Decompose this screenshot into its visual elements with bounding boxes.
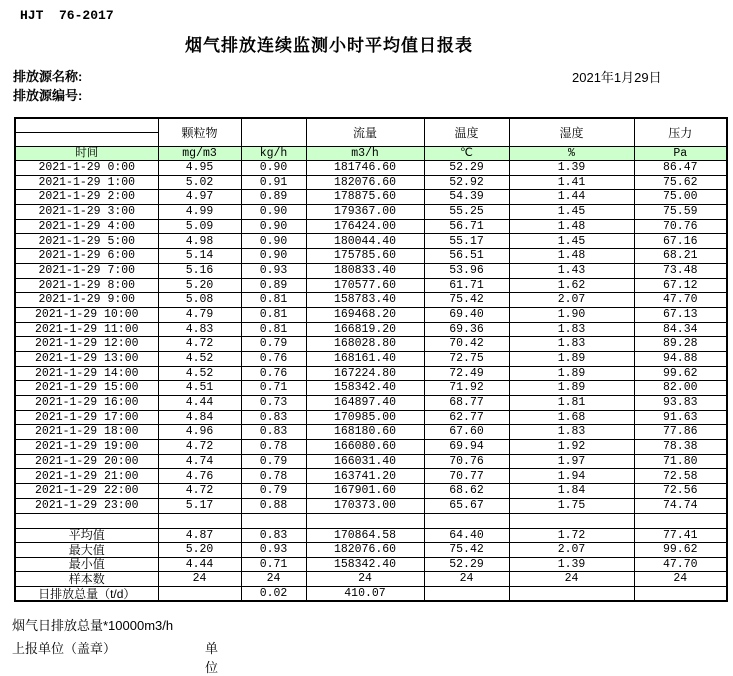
time-cell: 2021-1-29 11:00: [15, 322, 158, 337]
summary-value-cell: 52.29: [424, 557, 509, 572]
table-row: [15, 278, 727, 293]
value-cell: 4.83: [158, 322, 241, 337]
table-row: [15, 454, 727, 469]
value-cell: 84.34: [634, 322, 727, 337]
time-cell: 2021-1-29 0:00: [15, 161, 158, 176]
value-cell: 4.72: [158, 484, 241, 499]
value-cell: 1.75: [509, 498, 634, 513]
unit-m3-h: m3/h: [306, 147, 424, 161]
spacer-cell: [424, 513, 509, 528]
value-cell: 0.79: [241, 484, 306, 499]
group-header-row: [15, 118, 727, 133]
summary-value-cell: 0.83: [241, 528, 306, 543]
value-cell: 61.71: [424, 278, 509, 293]
value-cell: 158783.40: [306, 293, 424, 308]
value-cell: 1.89: [509, 381, 634, 396]
unit-header-row: [15, 147, 727, 161]
summary-value-cell: [634, 586, 727, 601]
time-cell: 2021-1-29 8:00: [15, 278, 158, 293]
value-cell: 4.52: [158, 366, 241, 381]
unit-mg-m3: mg/m3: [158, 147, 241, 161]
value-cell: 68.77: [424, 396, 509, 411]
value-cell: 4.44: [158, 396, 241, 411]
column-header-pressure: 压力: [634, 118, 727, 147]
summary-label: 最大值: [15, 543, 158, 558]
column-header-humidity: 湿度: [509, 118, 634, 147]
report-table: [14, 117, 728, 602]
value-cell: 72.56: [634, 484, 727, 499]
page-title: 烟气排放连续监测小时平均值日报表: [185, 36, 473, 55]
value-cell: 0.76: [241, 351, 306, 366]
summary-value-cell: 24: [158, 572, 241, 587]
footer-signature-line: [12, 638, 219, 675]
value-cell: 5.02: [158, 175, 241, 190]
value-cell: 0.79: [241, 454, 306, 469]
table-row: [15, 205, 727, 220]
column-header-particulate: 颗粒物: [158, 118, 241, 147]
table-row: [15, 425, 727, 440]
value-cell: 168180.60: [306, 425, 424, 440]
table-row: [15, 484, 727, 499]
unit-celsius: ℃: [424, 147, 509, 161]
summary-value-cell: [424, 586, 509, 601]
time-header: 时间: [15, 147, 158, 161]
table-row: [15, 293, 727, 308]
value-cell: 4.52: [158, 351, 241, 366]
value-cell: 1.89: [509, 351, 634, 366]
value-cell: 1.68: [509, 410, 634, 425]
value-cell: 158342.40: [306, 381, 424, 396]
summary-value-cell: [509, 586, 634, 601]
value-cell: 67.60: [424, 425, 509, 440]
value-cell: 1.92: [509, 440, 634, 455]
value-cell: 0.73: [241, 396, 306, 411]
summary-row: [15, 528, 727, 543]
value-cell: 75.42: [424, 293, 509, 308]
report-unit-label: 上报单位（盖章）: [12, 641, 117, 656]
value-cell: 163741.20: [306, 469, 424, 484]
value-cell: 72.49: [424, 366, 509, 381]
time-cell: 2021-1-29 21:00: [15, 469, 158, 484]
value-cell: 5.08: [158, 293, 241, 308]
value-cell: 182076.60: [306, 175, 424, 190]
value-cell: 70.42: [424, 337, 509, 352]
total-emission-note: 烟气日排放总量*10000m3/h: [12, 618, 174, 633]
value-cell: 178875.60: [306, 190, 424, 205]
value-cell: 0.89: [241, 190, 306, 205]
value-cell: 0.78: [241, 469, 306, 484]
value-cell: 176424.00: [306, 219, 424, 234]
value-cell: 4.96: [158, 425, 241, 440]
value-cell: 1.89: [509, 366, 634, 381]
value-cell: 1.84: [509, 484, 634, 499]
value-cell: 56.71: [424, 219, 509, 234]
value-cell: 55.17: [424, 234, 509, 249]
summary-value-cell: 2.07: [509, 543, 634, 558]
spacer-cell: [306, 513, 424, 528]
value-cell: 0.81: [241, 322, 306, 337]
data-rows: [15, 161, 727, 514]
column-header-empty: [241, 118, 306, 147]
value-cell: 56.51: [424, 249, 509, 264]
summary-value-cell: 0.71: [241, 557, 306, 572]
summary-value-cell: 75.42: [424, 543, 509, 558]
time-cell: 2021-1-29 3:00: [15, 205, 158, 220]
summary-value-cell: 158342.40: [306, 557, 424, 572]
value-cell: 1.81: [509, 396, 634, 411]
value-cell: 175785.60: [306, 249, 424, 264]
summary-label: 平均值: [15, 528, 158, 543]
value-cell: 1.83: [509, 337, 634, 352]
value-cell: 0.81: [241, 293, 306, 308]
value-cell: 5.14: [158, 249, 241, 264]
summary-value-cell: 24: [306, 572, 424, 587]
value-cell: 54.39: [424, 190, 509, 205]
time-cell: 2021-1-29 12:00: [15, 337, 158, 352]
value-cell: 4.99: [158, 205, 241, 220]
value-cell: 68.62: [424, 484, 509, 499]
value-cell: 164897.40: [306, 396, 424, 411]
table-row: [15, 410, 727, 425]
unit-kg-h: kg/h: [241, 147, 306, 161]
time-cell: 2021-1-29 18:00: [15, 425, 158, 440]
value-cell: 180833.40: [306, 263, 424, 278]
value-cell: 0.79: [241, 337, 306, 352]
value-cell: 75.00: [634, 190, 727, 205]
value-cell: 166080.60: [306, 440, 424, 455]
value-cell: 67.16: [634, 234, 727, 249]
corner-cell-bottom: [15, 133, 158, 147]
time-cell: 2021-1-29 10:00: [15, 307, 158, 322]
value-cell: 0.90: [241, 234, 306, 249]
report-date: 2021年1月29日: [572, 70, 662, 85]
value-cell: 99.62: [634, 366, 727, 381]
summary-value-cell: 24: [241, 572, 306, 587]
value-cell: 1.83: [509, 425, 634, 440]
time-cell: 2021-1-29 4:00: [15, 219, 158, 234]
table-row: [15, 396, 727, 411]
value-cell: 1.41: [509, 175, 634, 190]
value-cell: 75.59: [634, 205, 727, 220]
value-cell: 77.86: [634, 425, 727, 440]
value-cell: 0.90: [241, 205, 306, 220]
value-cell: 70.77: [424, 469, 509, 484]
value-cell: 4.98: [158, 234, 241, 249]
table-row: [15, 440, 727, 455]
time-cell: 2021-1-29 2:00: [15, 190, 158, 205]
unit-pa: Pa: [634, 147, 727, 161]
value-cell: 169468.20: [306, 307, 424, 322]
value-cell: 0.90: [241, 219, 306, 234]
summary-value-cell: 77.41: [634, 528, 727, 543]
column-header-flow: 流量: [306, 118, 424, 147]
summary-row: [15, 557, 727, 572]
table-row: [15, 175, 727, 190]
doc-standard-code: HJT 76-2017: [20, 8, 114, 23]
value-cell: 82.00: [634, 381, 727, 396]
value-cell: 1.90: [509, 307, 634, 322]
spacer-cell: [509, 513, 634, 528]
value-cell: 170577.60: [306, 278, 424, 293]
summary-value-cell: 0.02: [241, 586, 306, 601]
unit-label: 单位: [205, 641, 219, 675]
value-cell: 180044.40: [306, 234, 424, 249]
time-cell: 2021-1-29 19:00: [15, 440, 158, 455]
time-cell: 2021-1-29 20:00: [15, 454, 158, 469]
table-row: [15, 366, 727, 381]
value-cell: 53.96: [424, 263, 509, 278]
table-row: [15, 469, 727, 484]
value-cell: 1.62: [509, 278, 634, 293]
value-cell: 70.76: [424, 454, 509, 469]
summary-row: [15, 543, 727, 558]
value-cell: 71.92: [424, 381, 509, 396]
value-cell: 181746.60: [306, 161, 424, 176]
value-cell: 4.51: [158, 381, 241, 396]
summary-value-cell: 64.40: [424, 528, 509, 543]
value-cell: 72.58: [634, 469, 727, 484]
time-cell: 2021-1-29 17:00: [15, 410, 158, 425]
value-cell: 4.72: [158, 337, 241, 352]
time-cell: 2021-1-29 1:00: [15, 175, 158, 190]
summary-section: [15, 513, 727, 601]
table-row: [15, 249, 727, 264]
table-row: [15, 307, 727, 322]
table-row: [15, 351, 727, 366]
time-cell: 2021-1-29 5:00: [15, 234, 158, 249]
value-cell: 78.38: [634, 440, 727, 455]
value-cell: 1.94: [509, 469, 634, 484]
value-cell: 71.80: [634, 454, 727, 469]
value-cell: 93.83: [634, 396, 727, 411]
value-cell: 52.29: [424, 161, 509, 176]
summary-value-cell: 5.20: [158, 543, 241, 558]
summary-value-cell: 1.72: [509, 528, 634, 543]
value-cell: 5.20: [158, 278, 241, 293]
value-cell: 4.84: [158, 410, 241, 425]
unit-percent: %: [509, 147, 634, 161]
summary-row: [15, 586, 727, 601]
value-cell: 73.48: [634, 263, 727, 278]
emission-source-code-label: 排放源编号:: [13, 88, 83, 103]
value-cell: 67.12: [634, 278, 727, 293]
time-cell: 2021-1-29 23:00: [15, 498, 158, 513]
spacer-cell: [15, 513, 158, 528]
value-cell: 170373.00: [306, 498, 424, 513]
value-cell: 72.75: [424, 351, 509, 366]
value-cell: 4.72: [158, 440, 241, 455]
value-cell: 5.16: [158, 263, 241, 278]
value-cell: 91.63: [634, 410, 727, 425]
value-cell: 167901.60: [306, 484, 424, 499]
value-cell: 4.79: [158, 307, 241, 322]
value-cell: 68.21: [634, 249, 727, 264]
value-cell: 0.78: [241, 440, 306, 455]
value-cell: 65.67: [424, 498, 509, 513]
summary-value-cell: 4.44: [158, 557, 241, 572]
value-cell: 47.70: [634, 293, 727, 308]
value-cell: 55.25: [424, 205, 509, 220]
value-cell: 4.74: [158, 454, 241, 469]
summary-value-cell: 1.39: [509, 557, 634, 572]
summary-value-cell: 4.87: [158, 528, 241, 543]
summary-value-cell: 99.62: [634, 543, 727, 558]
table-row: [15, 381, 727, 396]
value-cell: 75.62: [634, 175, 727, 190]
value-cell: 2.07: [509, 293, 634, 308]
value-cell: 5.17: [158, 498, 241, 513]
value-cell: 1.43: [509, 263, 634, 278]
spacer-cell: [241, 513, 306, 528]
table-row: [15, 337, 727, 352]
value-cell: 62.77: [424, 410, 509, 425]
summary-label: 日排放总量（t/d）: [15, 586, 158, 601]
value-cell: 69.36: [424, 322, 509, 337]
value-cell: 0.91: [241, 175, 306, 190]
value-cell: 0.93: [241, 263, 306, 278]
value-cell: 1.83: [509, 322, 634, 337]
summary-value-cell: 24: [509, 572, 634, 587]
value-cell: 89.28: [634, 337, 727, 352]
value-cell: 69.94: [424, 440, 509, 455]
value-cell: 4.95: [158, 161, 241, 176]
value-cell: 4.76: [158, 469, 241, 484]
value-cell: 1.45: [509, 205, 634, 220]
value-cell: 1.48: [509, 249, 634, 264]
corner-cell-top: [15, 118, 158, 133]
value-cell: 168161.40: [306, 351, 424, 366]
table-row: [15, 161, 727, 176]
summary-value-cell: 170864.58: [306, 528, 424, 543]
summary-value-cell: 24: [634, 572, 727, 587]
time-cell: 2021-1-29 9:00: [15, 293, 158, 308]
value-cell: 70.76: [634, 219, 727, 234]
value-cell: 0.88: [241, 498, 306, 513]
summary-label: 样本数: [15, 572, 158, 587]
table-row: [15, 190, 727, 205]
value-cell: 0.89: [241, 278, 306, 293]
value-cell: 1.44: [509, 190, 634, 205]
summary-value-cell: 410.07: [306, 586, 424, 601]
value-cell: 0.90: [241, 249, 306, 264]
value-cell: 5.09: [158, 219, 241, 234]
value-cell: 168028.80: [306, 337, 424, 352]
table-row: [15, 263, 727, 278]
value-cell: 170985.00: [306, 410, 424, 425]
value-cell: 0.81: [241, 307, 306, 322]
value-cell: 0.83: [241, 425, 306, 440]
time-cell: 2021-1-29 22:00: [15, 484, 158, 499]
table-row: [15, 234, 727, 249]
value-cell: 0.71: [241, 381, 306, 396]
column-header-temperature: 温度: [424, 118, 509, 147]
value-cell: 166819.20: [306, 322, 424, 337]
value-cell: 86.47: [634, 161, 727, 176]
summary-value-cell: 0.93: [241, 543, 306, 558]
value-cell: 0.76: [241, 366, 306, 381]
value-cell: 1.97: [509, 454, 634, 469]
spacer-cell: [158, 513, 241, 528]
time-cell: 2021-1-29 16:00: [15, 396, 158, 411]
value-cell: 69.40: [424, 307, 509, 322]
summary-value-cell: [158, 586, 241, 601]
spacer-row: [15, 513, 727, 528]
time-cell: 2021-1-29 14:00: [15, 366, 158, 381]
value-cell: 166031.40: [306, 454, 424, 469]
value-cell: 4.97: [158, 190, 241, 205]
summary-label: 最小值: [15, 557, 158, 572]
value-cell: 0.83: [241, 410, 306, 425]
time-cell: 2021-1-29 7:00: [15, 263, 158, 278]
summary-row: [15, 572, 727, 587]
time-cell: 2021-1-29 15:00: [15, 381, 158, 396]
summary-value-cell: 182076.60: [306, 543, 424, 558]
table-row: [15, 219, 727, 234]
summary-value-cell: 24: [424, 572, 509, 587]
table-row: [15, 498, 727, 513]
value-cell: 1.39: [509, 161, 634, 176]
value-cell: 52.92: [424, 175, 509, 190]
spacer-cell: [634, 513, 727, 528]
value-cell: 67.13: [634, 307, 727, 322]
value-cell: 1.45: [509, 234, 634, 249]
value-cell: 74.74: [634, 498, 727, 513]
value-cell: 94.88: [634, 351, 727, 366]
time-cell: 2021-1-29 6:00: [15, 249, 158, 264]
value-cell: 179367.00: [306, 205, 424, 220]
value-cell: 1.48: [509, 219, 634, 234]
value-cell: 167224.80: [306, 366, 424, 381]
time-cell: 2021-1-29 13:00: [15, 351, 158, 366]
summary-value-cell: 47.70: [634, 557, 727, 572]
table-row: [15, 322, 727, 337]
value-cell: 0.90: [241, 161, 306, 176]
emission-source-name-label: 排放源名称:: [13, 69, 83, 84]
